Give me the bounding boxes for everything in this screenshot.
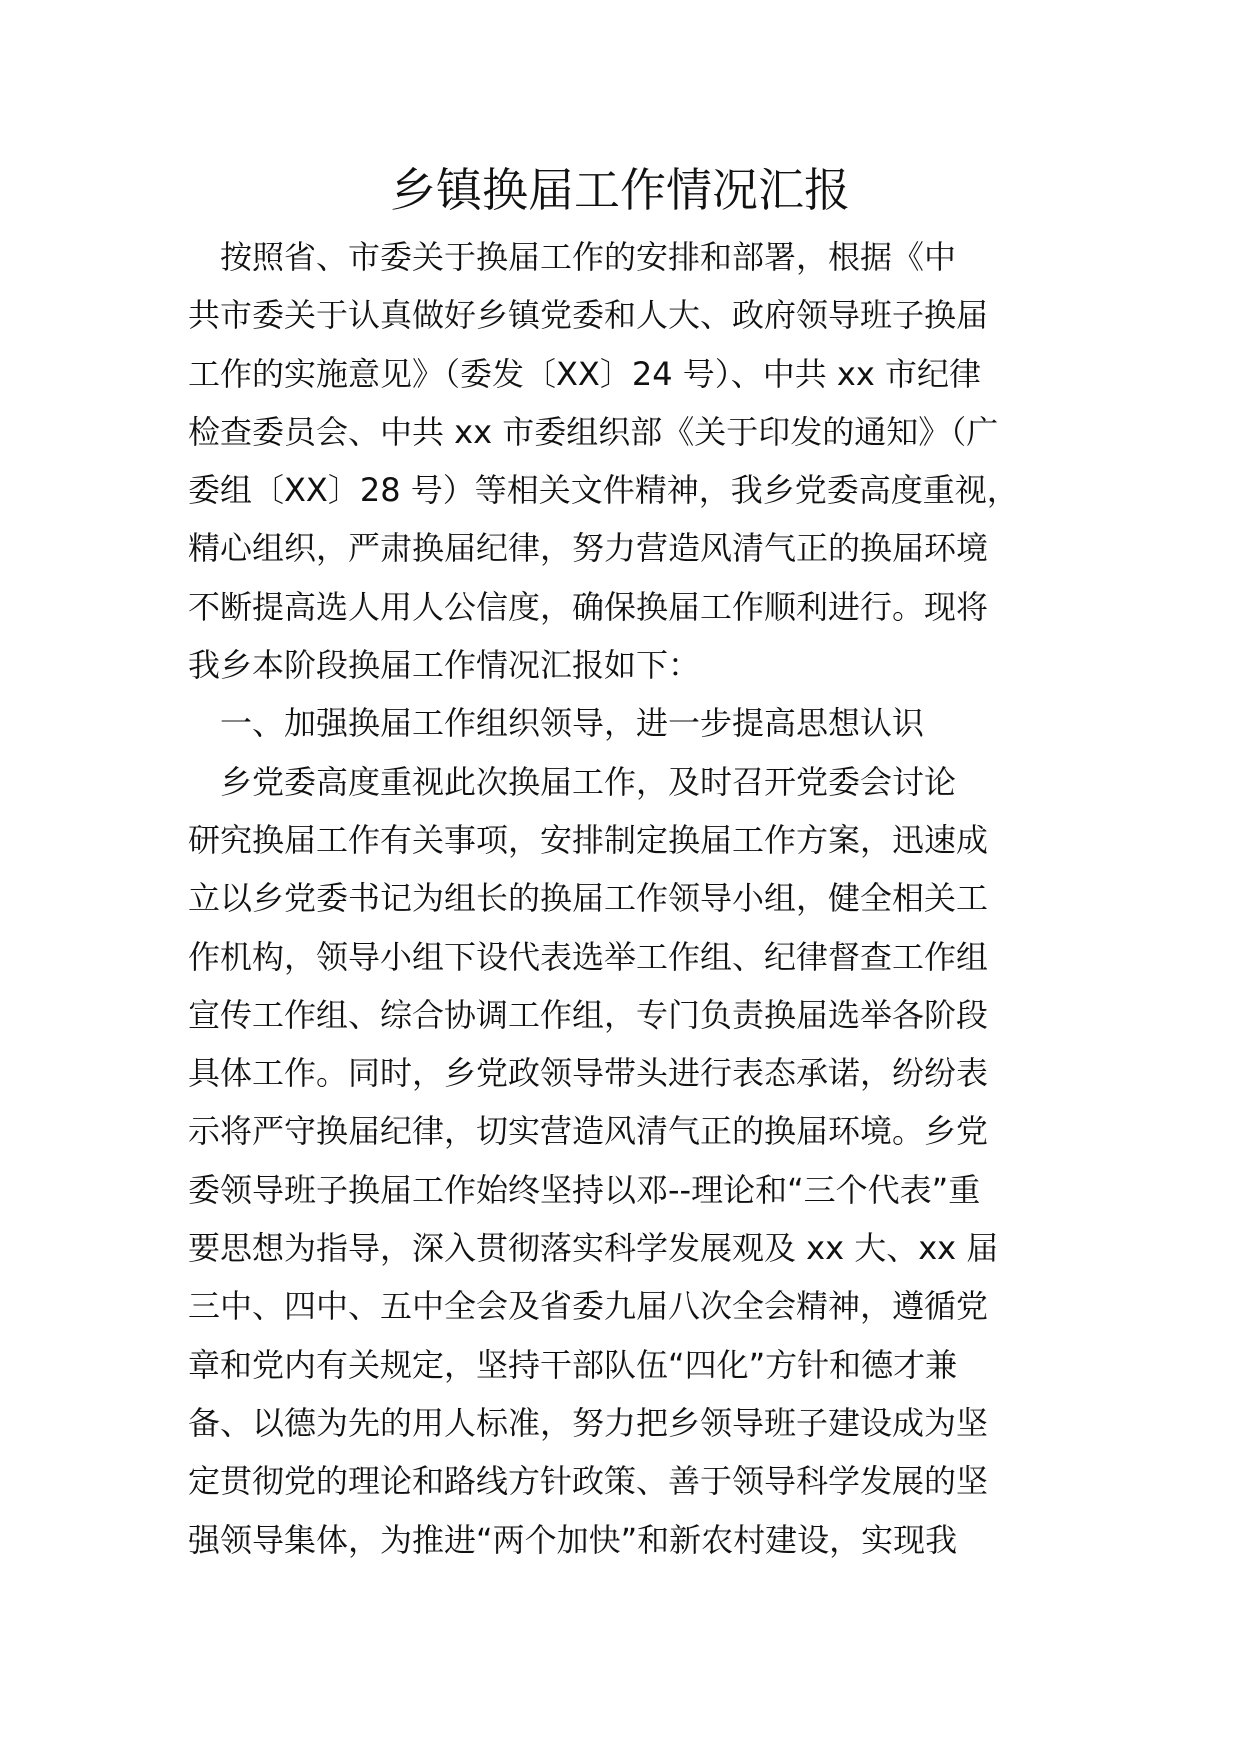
paragraph-line: 强领导集体，为推进“两个加快”和新农村建设，实现我 [188,1520,958,1559]
paragraph-line: 委组〔XX〕28 号）等相关文件精神，我乡党委高度重视， [188,471,1019,510]
paragraph-line: 乡党委高度重视此次换届工作，及时召开党委会讨论 [188,762,957,801]
paragraph-line: 研究换届工作有关事项，安排制定换届工作方案，迅速成 [188,820,989,859]
document-body [188,228,1058,1569]
paragraph-line: 按照省、市委关于换届工作的安排和部署，根据《中 [188,238,957,276]
paragraph-line: 备、以德为先的用人标准，努力把乡领导班子建设成为坚 [188,1403,989,1442]
paragraph-line: 定贯彻党的理论和路线方针政策、善于领导科学发展的坚 [188,1462,989,1501]
section-heading: 一、加强换届工作组织领导，进一步提高思想认识 [188,704,925,743]
paragraph-line: 工作的实施意见》（委发〔XX〕24 号）、中共 xx 市纪律 [188,354,981,393]
paragraph-line: 共市委关于认真做好乡镇党委和人大、政府领导班子换届 [188,296,989,335]
paragraph-line: 精心组织，严肃换届纪律，努力营造风清气正的换届环境 [188,529,989,568]
paragraph-line: 具体工作。同时，乡党政领导带头进行表态承诺，纷纷表 [188,1054,989,1093]
paragraph-line: 宣传工作组、综合协调工作组，专门负责换届选举各阶段 [188,995,989,1034]
paragraph-line: 章和党内有关规定，坚持干部队伍“四化”方针和德才兼 [188,1345,958,1384]
paragraph-line: 检查委员会、中共 xx 市委组织部《关于印发的通知》（广 [188,412,999,451]
paragraph-line: 三中、四中、五中全会及省委九届八次全会精神，遵循党 [188,1287,989,1326]
paragraph-line: 不断提高选人用人公信度，确保换届工作顺利进行。现将 [188,587,989,626]
paragraph-line: 示将严守换届纪律，切实营造风清气正的换届环境。乡党 [188,1112,989,1151]
paragraph-line: 我乡本阶段换届工作情况汇报如下： [188,646,701,685]
document-title: 乡镇换届工作情况汇报 [390,163,850,217]
paragraph-line: 委领导班子换届工作始终坚持以邓--理论和“三个代表”重 [188,1170,981,1209]
paragraph-line: 立以乡党委书记为组长的换届工作领导小组，健全相关工 [188,879,989,918]
paragraph-line: 要思想为指导，深入贯彻落实科学发展观及 xx 大、xx 届 [188,1229,999,1268]
paragraph-line: 作机构，领导小组下设代表选举工作组、纪律督查工作组 [188,937,989,976]
